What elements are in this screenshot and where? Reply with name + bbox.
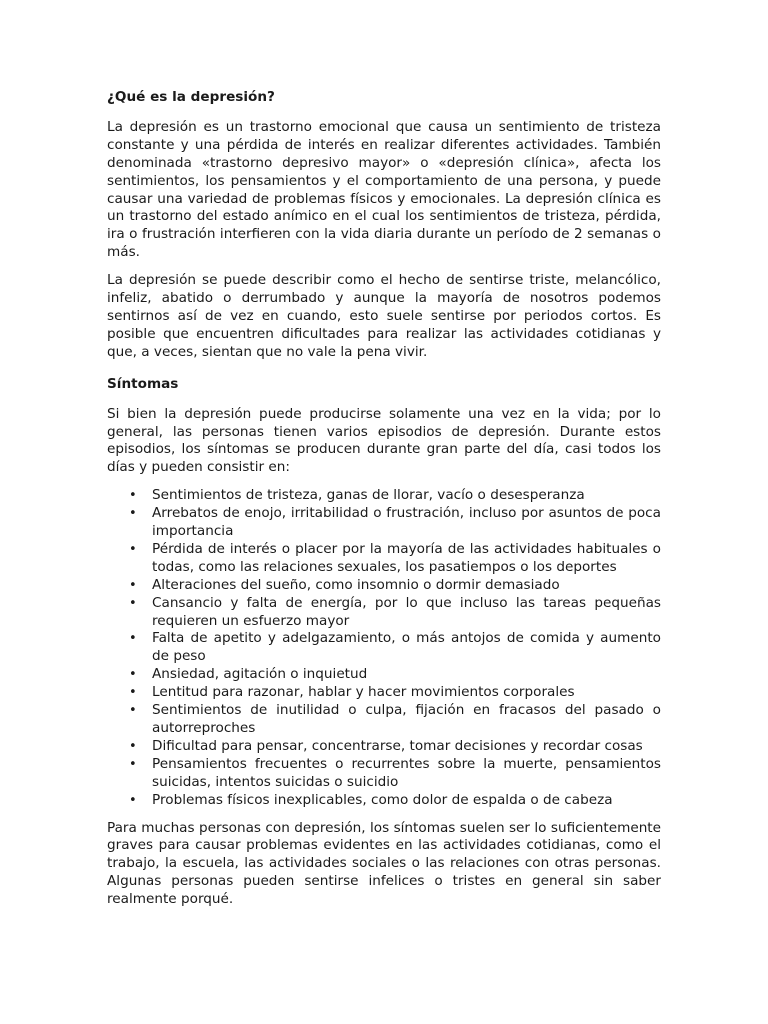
list-item-text: Pensamientos frecuentes o recurrentes sobre la muerte, pensamientos suicidas, intentos suicidas o suicidio [152,755,661,790]
bullet-icon: • [129,488,137,504]
list-item [129,576,661,595]
document-page [107,89,661,919]
symptom-list [107,487,661,809]
bullet-icon: • [129,703,137,719]
list-item [129,487,661,505]
list-item [129,594,661,631]
heading-symptoms: Síntomas [107,375,179,392]
bullet-icon: • [129,631,137,647]
list-item [129,755,661,792]
list-item-text: Problemas físicos inexplicables, como dolor de espalda o de cabeza [152,791,613,808]
list-item-text: Dificultad para pensar, concentrarse, tomar decisiones y recordar cosas [152,737,643,754]
list-item-text: Lentitud para razonar, hablar y hacer movimientos corporales [152,684,575,701]
list-item [129,505,661,541]
list-item [129,737,661,756]
bullet-icon: • [129,577,137,593]
list-item [129,791,661,810]
paragraph-severity: Para muchas personas con depresión, los síntomas suelen ser lo suficientemente graves para causar problemas evidentes en las actividades cotidianas, como el trabajo, la escuela, las actividades sociales o las relaciones con otras personas. Algunas personas pueden sentirse infelices o tristes en general sin saber realmente porqué. [107,819,661,908]
list-item [129,540,661,577]
bullet-icon: • [129,506,137,522]
bullet-icon: • [129,541,137,557]
paragraph-definition: La depresión es un trastorno emocional que causa un sentimiento de tristeza constante y una pérdida de interés en realizar diferentes actividades. También denominada «trastorno depresivo mayor» o «depresión clínica», afecta los sentimientos, los pensamientos y el comportamiento de una persona, y puede causar una variedad de problemas físicos y emocionales. La depresión clínica es un trastorno del estado anímico en el cual los sentimientos de tristeza, pérdida, ira o frustración interfieren con la vida diaria durante un período de 2 semanas o más. [107,118,661,261]
list-item [129,630,661,666]
bullet-icon: • [129,685,137,701]
list-item [129,666,661,684]
list-item-text: Ansiedad, agitación o inquietud [152,666,368,683]
list-item-text: Alteraciones del sueño, como insomnio o dormir demasiado [152,576,560,593]
list-item [129,702,661,738]
bullet-icon: • [129,792,137,808]
heading-what-is-depression: ¿Qué es la depresión? [107,89,275,105]
bullet-icon: • [129,595,137,611]
paragraph-symptoms-intro: Si bien la depresión puede producirse solamente una vez en la vida; por lo general, las personas tienen varios episodios de depresión. Durante estos episodios, los síntomas se producen durante gran parte del día, casi todos los días y pueden consistir en: [107,405,661,476]
list-item-text: Sentimientos de tristeza, ganas de llorar, vacío o desesperanza [152,487,585,504]
list-item [129,684,661,702]
bullet-icon: • [129,738,137,754]
list-item-text: Cansancio y falta de energía, por lo que incluso las tareas pequeñas requieren un esfuerzo mayor [152,594,661,629]
list-item-text: Falta de apetito y adelgazamiento, o más antojos de comida y aumento de peso [152,630,661,665]
list-item-text: Pérdida de interés o placer por la mayoría de las actividades habituales o todas, como las relaciones sexuales, los pasatiempos o los deportes [152,540,661,575]
bullet-icon: • [129,756,137,772]
bullet-icon: • [129,667,137,683]
paragraph-description: La depresión se puede describir como el hecho de sentirse triste, melancólico, infeliz, abatido o derrumbado y aunque la mayoría de nosotros podemos sentirnos así de vez en cuando, esto suele sentirse por periodos cortos. Es posible que encuentren dificultades para realizar las actividades cotidianas y que, a veces, sientan que no vale la pena vivir. [107,272,661,360]
list-item-text: Sentimientos de inutilidad o culpa, fijación en fracasos del pasado o autorreproches [152,702,661,736]
list-item-text: Arrebatos de enojo, irritabilidad o frustración, incluso por asuntos de poca importancia [152,505,661,540]
